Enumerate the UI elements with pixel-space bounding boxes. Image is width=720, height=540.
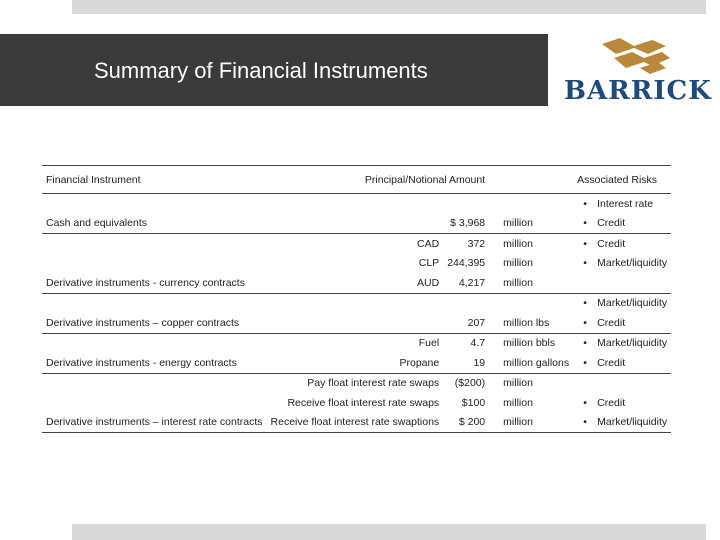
sub-label-cell: CAD <box>417 237 440 250</box>
sub-label-cell: Receive float interest rate swaps <box>287 396 440 409</box>
risk-cell: • Credit <box>573 234 671 254</box>
amount-cell: ($200) <box>454 377 486 390</box>
barrick-logo <box>562 36 712 108</box>
sub-label-cell: CLP <box>418 257 440 270</box>
header-financial-instrument: Financial Instrument <box>46 173 141 186</box>
table-row <box>42 214 671 234</box>
header-principal-notional-amount: Principal/Notional Amount <box>364 173 486 186</box>
bottom-decorative-strip <box>72 524 706 540</box>
risk-cell: • Interest rate <box>573 194 671 214</box>
instrument-cell: Cash and equivalents <box>46 217 147 230</box>
top-decorative-strip <box>72 0 706 14</box>
instrument-cell: Derivative instruments – copper contracts <box>46 316 240 329</box>
sub-label-cell <box>267 194 444 214</box>
table-row <box>42 333 671 353</box>
header-unit-spacer <box>489 166 573 194</box>
risk-cell: • Credit <box>573 214 671 234</box>
instrument-cell <box>42 194 267 214</box>
table-header-row <box>42 166 671 194</box>
unit-cell <box>489 293 573 313</box>
sub-label-cell <box>267 293 444 313</box>
risk-cell: • Credit <box>573 393 671 413</box>
table-row <box>42 353 671 373</box>
table-row <box>42 293 671 313</box>
sub-label-cell: Fuel <box>418 337 440 350</box>
sub-label-cell: AUD <box>417 276 440 289</box>
risk-cell-empty <box>573 273 671 293</box>
amount-cell: 4.7 <box>470 337 486 350</box>
risk-cell: • Market/liquidity <box>573 333 671 353</box>
table-row <box>42 194 671 214</box>
financial-instruments-table-container <box>42 165 668 433</box>
unit-cell: million <box>503 416 533 429</box>
sub-label-cell <box>267 214 444 234</box>
unit-cell: million bbls <box>503 337 556 350</box>
risk-cell: • Credit <box>573 353 671 373</box>
unit-cell <box>489 194 573 214</box>
header-associated-risks: Associated Risks <box>577 173 658 186</box>
risk-cell: • Credit <box>573 313 671 333</box>
amount-cell: 244,395 <box>447 257 486 270</box>
instrument-cell <box>42 293 267 313</box>
unit-cell: million lbs <box>503 316 550 329</box>
risk-cell: • Market/liquidity <box>573 254 671 274</box>
risk-cell: • Market/liquidity <box>573 413 671 433</box>
amount-cell <box>443 293 489 313</box>
table-row <box>42 313 671 333</box>
table-row <box>42 273 671 293</box>
amount-cell: $ 200 <box>458 416 486 429</box>
amount-cell: 207 <box>467 316 486 329</box>
amount-cell: 19 <box>473 356 486 369</box>
instrument-cell: Derivative instruments - currency contracts <box>46 276 245 289</box>
amount-cell: 4,217 <box>458 276 486 289</box>
instrument-cell <box>42 373 267 393</box>
unit-cell: million <box>503 257 533 270</box>
unit-cell: million <box>503 276 533 289</box>
instrument-cell: Derivative instruments - energy contracts <box>46 356 237 369</box>
table-row <box>42 413 671 433</box>
unit-cell: million gallons <box>503 356 570 369</box>
sub-label-cell: Receive float interest rate swaptions <box>270 416 440 429</box>
financial-instruments-table <box>42 165 671 433</box>
table-row <box>42 373 671 393</box>
instrument-cell: Derivative instruments – interest rate contracts <box>46 416 263 429</box>
amount-cell: 372 <box>467 237 486 250</box>
unit-cell: million <box>503 217 533 230</box>
risk-cell: • Market/liquidity <box>573 293 671 313</box>
instrument-cell <box>42 254 267 274</box>
table-row <box>42 393 671 413</box>
instrument-cell <box>42 393 267 413</box>
instrument-cell <box>42 234 267 254</box>
sub-label-cell <box>267 313 444 333</box>
barrick-logo-wordmark: BARRICK <box>564 76 712 106</box>
instrument-cell <box>42 333 267 353</box>
sub-label-cell: Propane <box>399 356 440 369</box>
unit-cell: million <box>503 377 533 390</box>
slide-title: Summary of Financial Instruments <box>94 58 428 83</box>
amount-cell: $100 <box>461 396 486 409</box>
table-row <box>42 234 671 254</box>
table-row <box>42 254 671 274</box>
risk-cell-empty <box>573 373 671 393</box>
sub-label-cell: Pay float interest rate swaps <box>307 377 440 390</box>
barrick-logo-mark-icon <box>600 36 676 76</box>
amount-cell <box>443 194 489 214</box>
unit-cell: million <box>503 237 533 250</box>
unit-cell: million <box>503 396 533 409</box>
amount-cell: $ 3,968 <box>450 217 486 230</box>
